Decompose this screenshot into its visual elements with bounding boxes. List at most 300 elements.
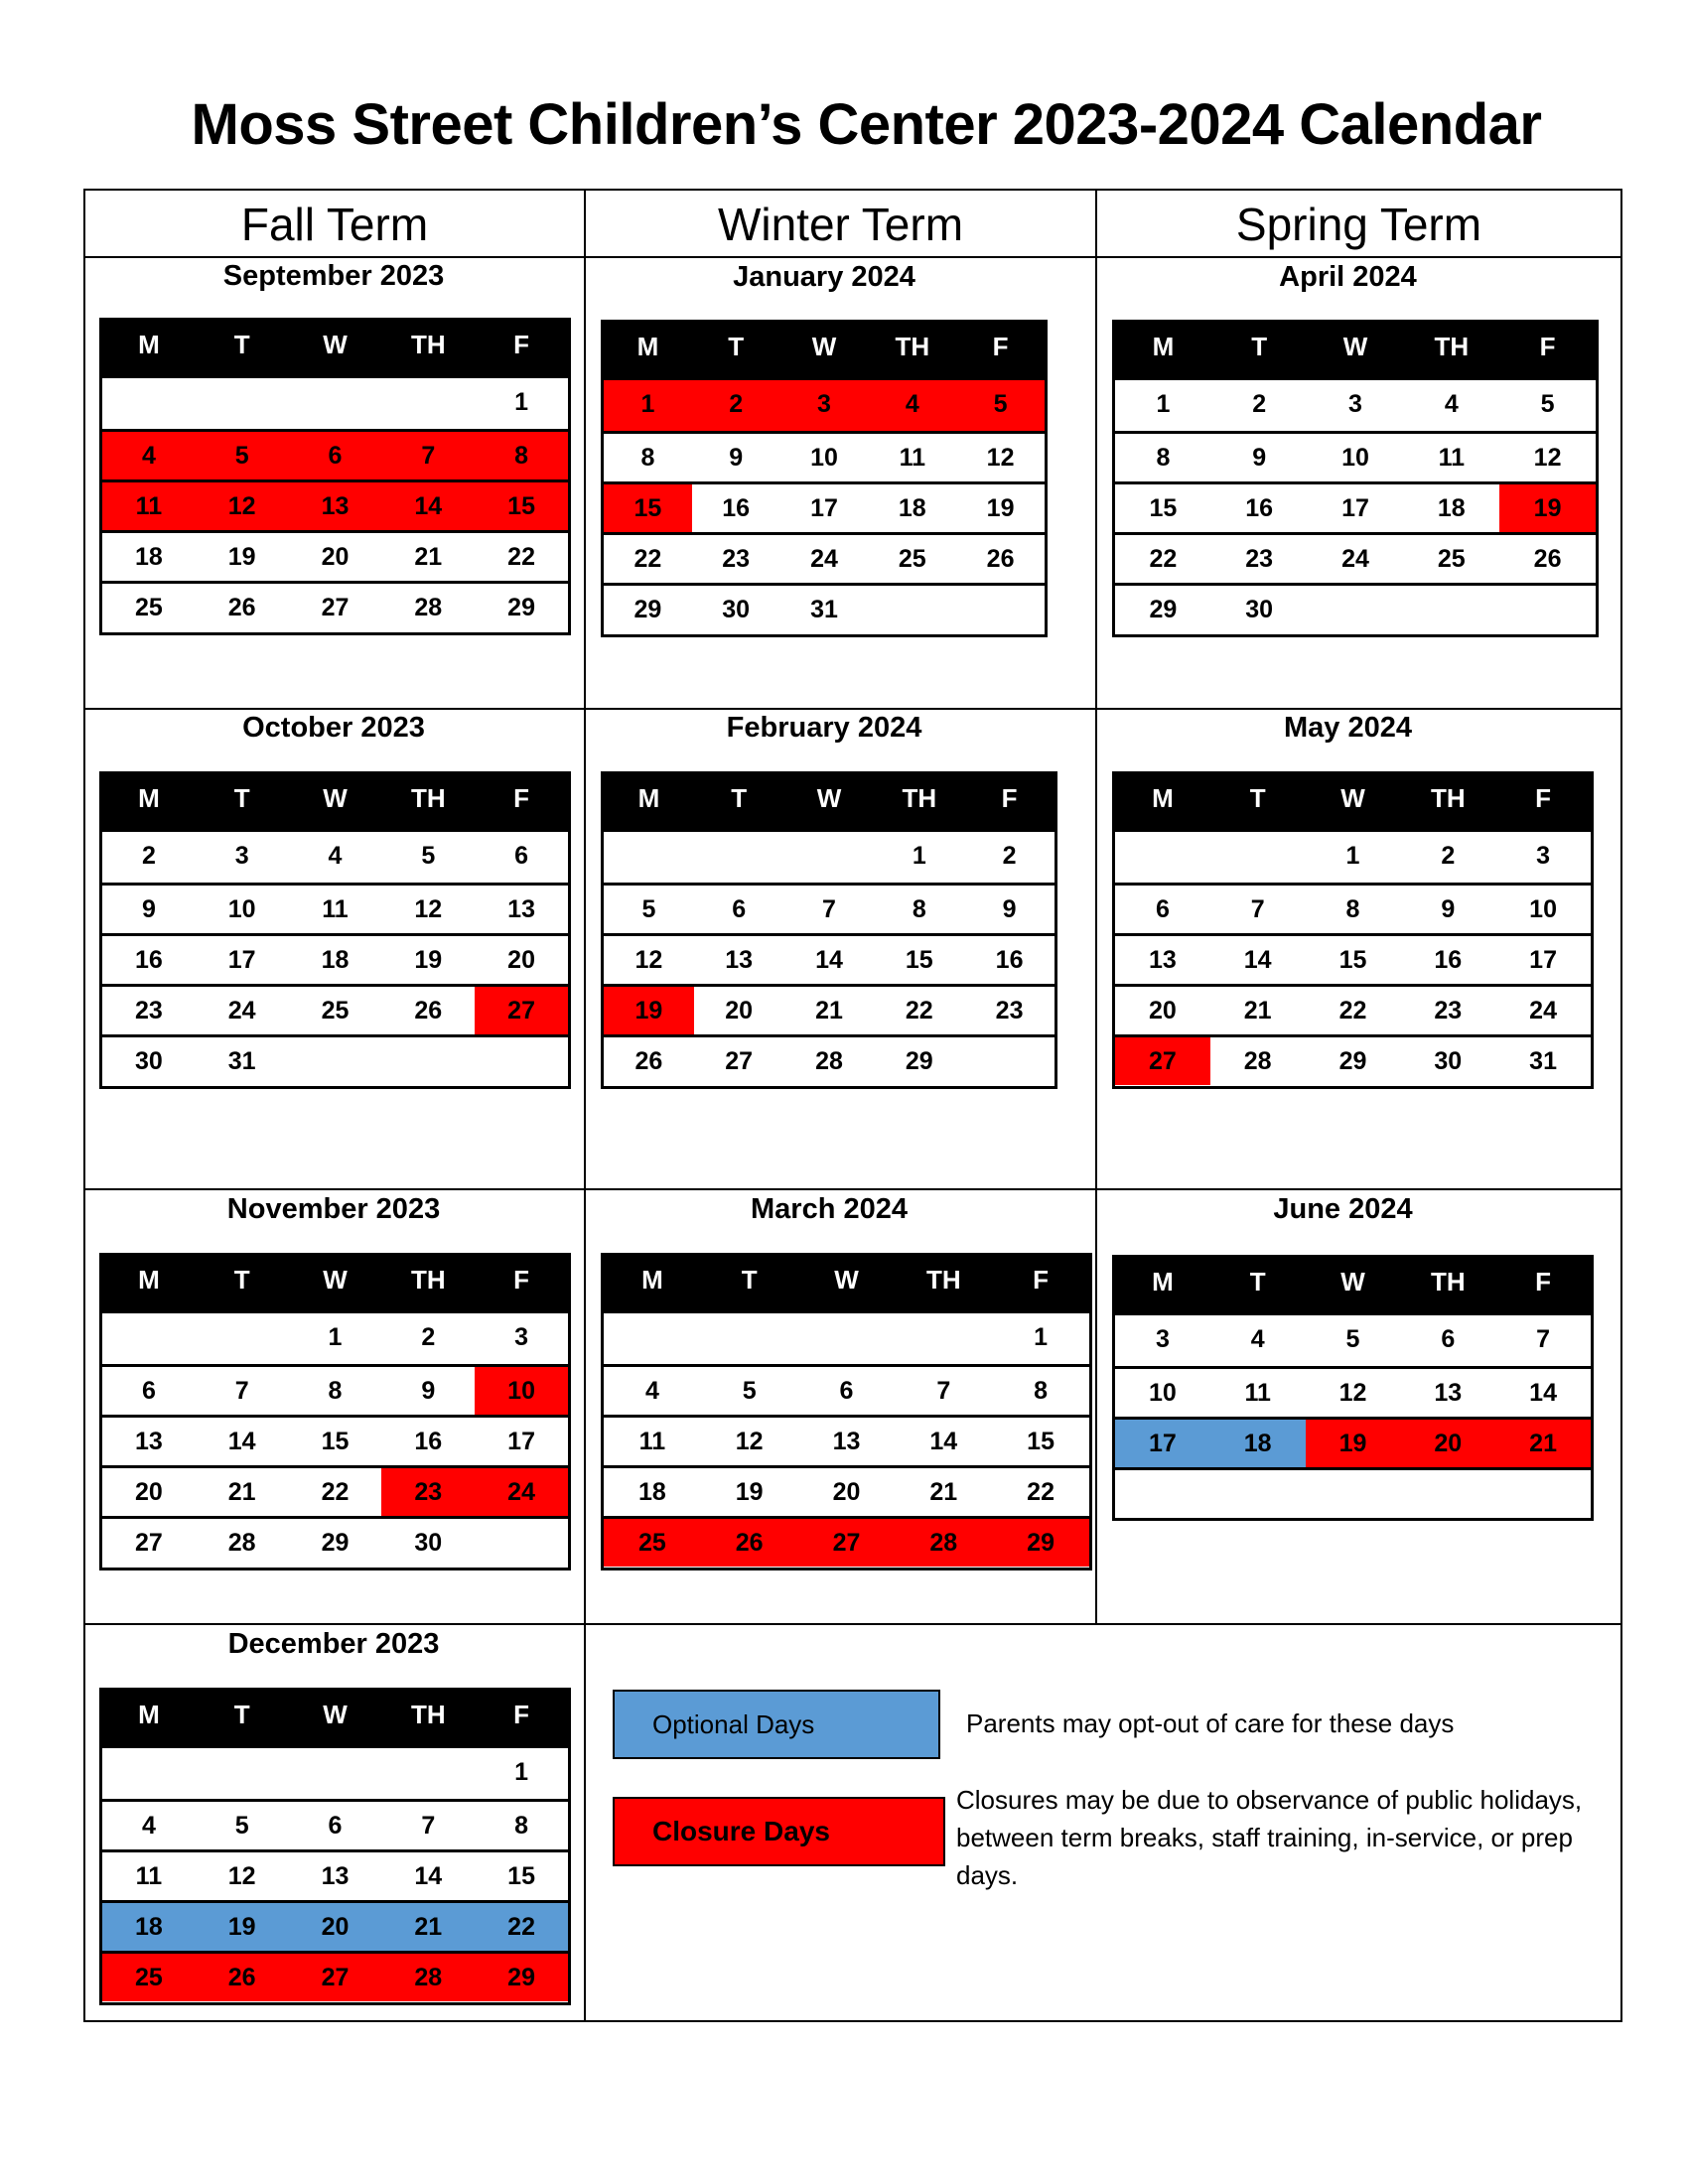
day-cell [1115,832,1210,883]
weekday-header: T [1251,332,1268,361]
calendar-body [102,832,568,1085]
day-cell: 1 [328,1323,343,1351]
day-cell [381,378,475,429]
month-title: September 2023 [222,260,445,292]
week-row [604,1465,1089,1516]
day-cell [196,1313,289,1364]
day-cell: 1 [604,380,692,431]
day-cell: 9 [141,895,156,923]
day-cell: 16 [414,1428,443,1455]
month-calendar [601,1253,1092,1570]
day-cell [196,1748,289,1799]
week-row [102,1516,568,1567]
day-cell: 4 [1250,1325,1265,1353]
month-title: May 2024 [1284,712,1412,744]
day-cell: 24 [227,997,256,1024]
day-cell: 25 [1437,545,1466,573]
month-calendar [601,320,1048,637]
weekday-header: F [992,332,1009,361]
day-cell: 8 [328,1377,343,1405]
week-row [102,1849,568,1900]
day-cell: 2 [1002,842,1017,870]
day-cell: 17 [1529,946,1557,974]
week-row [1115,481,1596,532]
day-cell: 21 [815,997,843,1024]
day-cell: 2 [421,1323,436,1351]
day-cell: 29 [905,1047,933,1075]
day-cell: 14 [414,1862,443,1890]
day-cell: 27 [725,1047,754,1075]
weekday-header-row [102,774,568,832]
weekday-header: F [1535,1267,1552,1297]
day-cell: 27 [321,594,350,621]
day-cell: 20 [134,1478,163,1506]
day-cell [1210,832,1306,883]
week-row [604,1364,1089,1415]
month-calendar [99,318,571,635]
day-cell [102,1748,196,1799]
day-cell: 30 [1434,1047,1463,1075]
calendar-body [604,1313,1089,1567]
day-cell: 5 [1540,390,1555,418]
day-cell: 16 [1434,946,1463,974]
day-cell [1210,1470,1306,1518]
week-row [604,984,1055,1034]
month-calendar [99,1253,571,1570]
weekday-header: F [1539,332,1556,361]
day-cell: 11 [322,895,349,923]
day-cell [604,832,694,883]
day-cell: 24 [810,545,838,573]
day-cell: 17 [1341,494,1369,522]
day-cell: 4 [141,1812,156,1840]
day-cell: 8 [514,1812,529,1840]
day-cell: 27 [475,987,568,1034]
day-cell: 24 [475,1468,568,1516]
weekday-header: M [641,1265,663,1295]
day-cell: 10 [810,444,838,472]
day-cell: 26 [227,594,256,621]
week-row [102,1313,568,1364]
day-cell [701,1313,798,1364]
day-cell: 6 [1155,895,1170,923]
week-row [604,481,1045,532]
day-cell: 29 [475,1954,568,2001]
month-title: March 2024 [751,1193,908,1225]
day-cell: 2 [1441,842,1456,870]
day-cell: 29 [1338,1047,1367,1075]
day-cell: 17 [810,494,838,522]
day-cell: 23 [381,1468,475,1516]
month-title: February 2024 [726,712,922,744]
day-cell: 11 [638,1428,666,1455]
day-cell: 21 [381,1903,475,1951]
day-cell: 3 [234,842,249,870]
weekday-header-row [102,1691,568,1748]
weekday-header: M [1152,332,1175,361]
day-cell: 29 [507,594,535,621]
day-cell: 17 [1115,1420,1210,1467]
weekday-header: M [138,330,160,359]
week-row [102,429,568,479]
weekday-header: T [233,1700,250,1729]
month-calendar [1112,771,1594,1089]
week-row [102,883,568,933]
week-row [1115,1034,1591,1085]
day-cell: 29 [992,1519,1089,1567]
day-cell: 28 [414,594,443,621]
day-cell: 13 [289,482,382,530]
day-cell: 1 [514,388,529,416]
weekday-header: F [513,1700,530,1729]
day-cell [1115,1470,1210,1518]
day-cell: 19 [1306,1420,1401,1467]
day-cell: 20 [289,1903,382,1951]
weekday-header: F [513,1265,530,1295]
day-cell [604,1313,701,1364]
day-cell: 15 [321,1428,350,1455]
day-cell: 27 [134,1529,163,1557]
weekday-header-row [1115,323,1596,380]
day-cell [694,832,784,883]
week-row [1115,431,1596,481]
day-cell: 9 [729,444,744,472]
day-cell: 4 [328,842,343,870]
calendar-body [1115,380,1596,633]
day-cell: 7 [936,1377,951,1405]
month-title: January 2024 [733,261,915,293]
day-cell: 13 [725,946,754,974]
week-row [1115,1366,1591,1417]
week-row [102,1465,568,1516]
weekday-header-row [1115,774,1591,832]
day-cell: 12 [414,895,443,923]
day-cell: 22 [321,1478,350,1506]
weekday-header-row [604,774,1055,832]
week-row [604,1516,1089,1567]
day-cell: 8 [1345,895,1360,923]
day-cell: 6 [289,432,382,479]
weekday-header: W [323,783,348,813]
day-cell: 12 [634,946,663,974]
weekday-header: T [728,332,745,361]
day-cell: 8 [1156,444,1171,472]
day-cell: 30 [414,1529,443,1557]
day-cell [102,1313,196,1364]
day-cell: 18 [321,946,350,974]
day-cell: 21 [227,1478,256,1506]
divider [83,708,1622,710]
day-cell: 25 [134,594,163,621]
day-cell: 28 [1243,1047,1272,1075]
weekday-header: M [138,1265,160,1295]
week-row [102,1364,568,1415]
day-cell: 15 [1149,494,1178,522]
day-cell: 20 [321,543,350,571]
day-cell: 13 [1434,1379,1463,1407]
week-row [604,933,1055,984]
day-cell: 19 [986,494,1015,522]
day-cell: 28 [227,1529,256,1557]
day-cell: 30 [1245,596,1274,623]
calendar-body [102,1748,568,2001]
day-cell: 7 [381,432,475,479]
month-calendar [1112,1255,1594,1521]
day-cell: 22 [1149,545,1178,573]
day-cell: 22 [1027,1478,1055,1506]
week-row [102,1951,568,2001]
day-cell: 12 [1533,444,1562,472]
weekday-header: W [816,783,842,813]
day-cell: 8 [640,444,655,472]
weekday-header: TH [1430,783,1466,813]
weekday-header: TH [410,1700,446,1729]
day-cell: 1 [1345,842,1360,870]
term-header-fall: Fall Term [240,199,429,250]
day-cell: 28 [381,1954,475,2001]
day-cell: 26 [701,1519,798,1567]
day-cell: 3 [1155,1325,1170,1353]
day-cell: 26 [986,545,1015,573]
legend-closure-label: Closure Days [652,1816,830,1846]
day-cell: 21 [1243,997,1272,1024]
day-cell: 22 [905,997,933,1024]
weekday-header: W [1340,1267,1365,1297]
day-cell: 6 [839,1377,854,1405]
week-row [1115,984,1591,1034]
weekday-header: M [1152,1267,1174,1297]
day-cell: 15 [604,484,692,532]
day-cell: 2 [692,380,780,431]
day-cell: 27 [289,1954,382,2001]
day-cell: 31 [810,596,838,623]
weekday-header: TH [895,332,930,361]
day-cell [956,586,1045,633]
day-cell: 11 [899,444,925,472]
day-cell: 30 [134,1047,163,1075]
week-row [102,832,568,883]
day-cell: 14 [227,1428,256,1455]
day-cell [381,1037,475,1085]
day-cell: 11 [1244,1379,1271,1407]
weekday-header: M [138,783,160,813]
day-cell: 17 [507,1428,535,1455]
day-cell: 20 [507,946,535,974]
weekday-header: T [1249,1267,1266,1297]
month-calendar [99,1688,571,2005]
day-cell: 16 [722,494,751,522]
weekday-header: F [1001,783,1018,813]
month-title: November 2023 [226,1193,441,1225]
month-title: April 2024 [1279,261,1417,293]
week-row [102,1748,568,1799]
day-cell: 7 [1536,1325,1551,1353]
weekday-header: T [731,783,748,813]
day-cell: 4 [868,380,956,431]
day-cell: 19 [227,543,256,571]
week-row [1115,380,1596,431]
day-cell: 11 [1438,444,1465,472]
day-cell: 16 [995,946,1024,974]
calendar-body [604,832,1055,1085]
week-row [1115,1467,1591,1518]
weekday-header: M [1152,783,1174,813]
day-cell: 28 [895,1519,992,1567]
day-cell: 18 [898,494,926,522]
week-row [604,532,1045,583]
day-cell [289,1748,382,1799]
weekday-header: W [811,332,837,361]
day-cell: 20 [725,997,754,1024]
day-cell: 10 [475,1367,568,1415]
divider [83,1623,1622,1625]
weekday-header: TH [410,330,446,359]
day-cell: 23 [1245,545,1274,573]
day-cell: 6 [141,1377,156,1405]
day-cell: 6 [514,842,529,870]
day-cell: 22 [507,543,535,571]
day-cell: 6 [1441,1325,1456,1353]
day-cell [102,378,196,429]
weekday-header-row [1115,1258,1591,1315]
day-cell: 20 [1400,1420,1495,1467]
week-row [604,832,1055,883]
day-cell [196,378,289,429]
day-cell [1403,586,1499,633]
weekday-header: TH [410,783,446,813]
day-cell: 26 [414,997,443,1024]
day-cell [895,1313,992,1364]
weekday-header-row [102,1256,568,1313]
day-cell: 6 [732,895,747,923]
day-cell: 3 [1536,842,1551,870]
day-cell: 29 [321,1529,350,1557]
week-row [102,1415,568,1465]
day-cell [784,832,875,883]
weekday-header: W [323,1700,348,1729]
weekday-header: T [233,1265,250,1295]
day-cell: 9 [1252,444,1267,472]
day-cell: 18 [1437,494,1466,522]
weekday-header: TH [925,1265,961,1295]
day-cell: 15 [475,482,568,530]
day-cell: 1 [912,842,926,870]
day-cell: 22 [1338,997,1367,1024]
day-cell: 15 [905,946,933,974]
calendar-body [102,1313,568,1567]
day-cell: 8 [912,895,926,923]
day-cell: 25 [604,1519,701,1567]
day-cell: 26 [634,1047,663,1075]
day-cell [868,586,956,633]
day-cell: 12 [227,1862,256,1890]
day-cell [1308,586,1404,633]
day-cell: 5 [234,1812,249,1840]
day-cell [1499,586,1596,633]
weekday-header: W [834,1265,859,1295]
weekday-header: TH [1430,1267,1466,1297]
day-cell: 2 [141,842,156,870]
day-cell: 5 [196,432,289,479]
week-row [102,378,568,429]
term-header-winter: Winter Term [717,199,964,250]
weekday-header: M [637,783,660,813]
weekday-header: M [138,1700,160,1729]
day-cell: 20 [1148,997,1177,1024]
month-title: October 2023 [242,712,425,744]
day-cell: 5 [641,895,656,923]
day-cell: 4 [1444,390,1459,418]
week-row [102,933,568,984]
day-cell: 13 [1148,946,1177,974]
day-cell: 21 [1495,1420,1591,1467]
day-cell: 9 [1441,895,1456,923]
week-row [604,1415,1089,1465]
day-cell: 31 [1529,1047,1557,1075]
day-cell: 7 [234,1377,249,1405]
week-row [604,380,1045,431]
day-cell [289,1037,382,1085]
day-cell: 17 [227,946,256,974]
day-cell [475,1519,568,1567]
weekday-header-row [604,1256,1089,1313]
day-cell: 9 [421,1377,436,1405]
day-cell: 7 [421,1812,436,1840]
day-cell: 18 [637,1478,666,1506]
day-cell: 8 [1034,1377,1049,1405]
day-cell: 16 [1245,494,1274,522]
day-cell: 1 [514,1758,529,1786]
day-cell: 13 [507,895,535,923]
weekday-header: W [323,330,348,359]
day-cell: 1 [1034,1323,1049,1351]
day-cell: 19 [1499,484,1596,532]
day-cell: 7 [822,895,836,923]
day-cell: 21 [929,1478,958,1506]
week-row [102,581,568,631]
day-cell [798,1313,896,1364]
weekday-header: T [1249,783,1266,813]
weekday-header-row [604,323,1045,380]
week-row [1115,832,1591,883]
weekday-header: F [1535,783,1552,813]
month-title: June 2024 [1273,1193,1413,1225]
day-cell: 6 [328,1812,343,1840]
weekday-header: TH [902,783,937,813]
weekday-header: TH [410,1265,446,1295]
divider [1095,189,1097,1623]
day-cell [289,378,382,429]
day-cell: 5 [421,842,436,870]
day-cell: 13 [832,1428,861,1455]
weekday-header: F [513,330,530,359]
day-cell: 13 [321,1862,350,1890]
week-row [1115,1417,1591,1467]
week-row [1115,1315,1591,1366]
day-cell: 23 [995,997,1024,1024]
weekday-header-row [102,321,568,378]
day-cell: 27 [1115,1037,1210,1085]
day-cell: 4 [644,1377,659,1405]
weekday-header: F [1033,1265,1050,1295]
weekday-header: F [513,783,530,813]
day-cell: 18 [134,543,163,571]
day-cell [1306,1470,1401,1518]
day-cell: 30 [722,596,751,623]
day-cell: 2 [1252,390,1267,418]
day-cell: 12 [196,482,289,530]
day-cell: 26 [1533,545,1562,573]
